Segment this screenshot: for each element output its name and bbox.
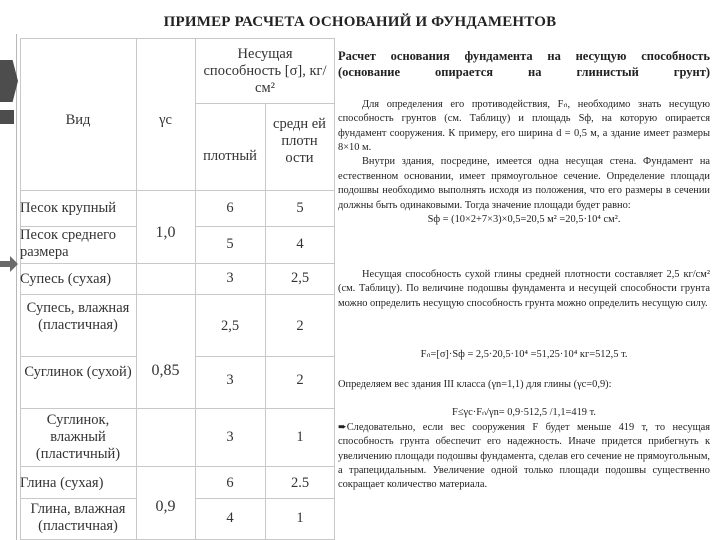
- header-capacity: Несущая способность [σ], кг/см²: [203, 46, 327, 97]
- calc-paragraph-3: Определяем вес здания III класса (γn=1,1) для глины (γc=0,9):: [338, 379, 612, 390]
- gamma-group-2: 0,85: [151, 362, 180, 379]
- row-name-3: Супесь, влажная (пластичная): [26, 300, 130, 334]
- row-dense-4: 3: [226, 372, 234, 388]
- formula-check: F≤γc·Fₙ/γn= 0,9·512,5 /1,1=419 т.: [452, 407, 596, 418]
- row-dense-6: 6: [226, 475, 234, 491]
- calc-paragraph-2: Несущая способность сухой глины средней плотности составляет 2,5 кг/см² (см. Таблицу). По величине подошвы фундамента и несущей способности грунта можно определить несущую способность грунта можно определить несущую силу.: [338, 269, 710, 309]
- soil-capacity-table: [20, 38, 335, 540]
- row-name-2: Супесь (сухая): [20, 271, 112, 287]
- row-dense-2: 3: [226, 270, 234, 286]
- row-medium-4: 2: [296, 372, 304, 388]
- slide-square-marker: [0, 110, 14, 124]
- calculation-section: [338, 48, 710, 81]
- formula-area: Sф = (10×2+7×3)×0,5=20,5 м² =20,5·10⁴ см².: [427, 213, 621, 225]
- row-dense-3: 2,5: [220, 318, 240, 334]
- gamma-group-3: 0,9: [155, 498, 176, 515]
- arrow-right-icon: [0, 254, 18, 274]
- row-medium-2: 2,5: [290, 270, 310, 286]
- header-medium: средн ей плотн ости: [273, 116, 326, 167]
- section-heading: Расчет основания фундамента на несущую способность (основание опирается на глинистый грунт): [338, 49, 710, 80]
- pointer-icon: ➨: [338, 422, 347, 433]
- header-gamma: γc: [159, 112, 172, 128]
- page-title: ПРИМЕР РАСЧЕТА ОСНОВАНИЙ И ФУНДАМЕНТОВ: [163, 14, 557, 30]
- row-dense-1: 5: [226, 236, 234, 252]
- row-dense-5: 3: [226, 429, 234, 445]
- row-medium-5: 1: [296, 429, 304, 445]
- row-dense-7: 4: [226, 510, 234, 526]
- row-medium-7: 1: [296, 510, 304, 526]
- header-dense: плотный: [203, 148, 257, 164]
- row-name-0: Песок крупный: [20, 200, 116, 216]
- row-medium-1: 4: [296, 236, 304, 252]
- gamma-group-1: 1,0: [155, 224, 176, 241]
- header-type: Вид: [65, 112, 91, 128]
- formula-capacity: Fₙ=[σ]·Sф = 2,5·20,5·10⁴ =51,25·10⁴ кг=512,5 т.: [420, 349, 628, 360]
- calc-paragraph-4: ➨Следовательно, если вес сооружения F будет меньше 419 т, то несущая способность грунта обеспечит его надежность. Иначе придется прибегнуть к увеличению площади подошвы фундамента, сделав его сечение не прямоугольным, а трапецидальным. Увеличение одной только площади подошвы существенно сокращает количество материала.: [338, 422, 710, 491]
- row-medium-0: 5: [296, 200, 304, 216]
- row-medium-6: 2.5: [290, 475, 310, 491]
- row-name-1: Песок среднего размера: [20, 227, 116, 261]
- row-dense-0: 6: [226, 200, 234, 216]
- row-name-7: Глина, влажная (пластичная): [30, 501, 126, 535]
- calc-paragraph-1: Для определения его противодействия, Fₙ, необходимо знать несущую способность грунтов (см. Таблицу) и площадь Sф, на которую опирается фундамент сооружения. К примеру, его ширина d = 0,5 м, а здание имеет размеры 8×10 м. Внутри здания, посредине, имеется одна несущая стена. Фундамент на естественном основании, имеет прямоугольное сечение. Определение площади подошвы необходимо выполнять исходя из положения, что его размеры в сечении должны быть одинаковыми. Тогда значение площади будет равно: Sф = (10×2+7×3)×0,5=20,5 м² =20,5·10⁴ см².: [338, 98, 710, 227]
- side-divider: [16, 34, 17, 540]
- row-medium-3: 2: [296, 318, 304, 334]
- row-name-4: Суглинок (сухой): [24, 364, 132, 380]
- row-name-6: Глина (сухая): [20, 475, 104, 491]
- row-name-5: Суглинок, влажный (пластичный): [35, 412, 121, 463]
